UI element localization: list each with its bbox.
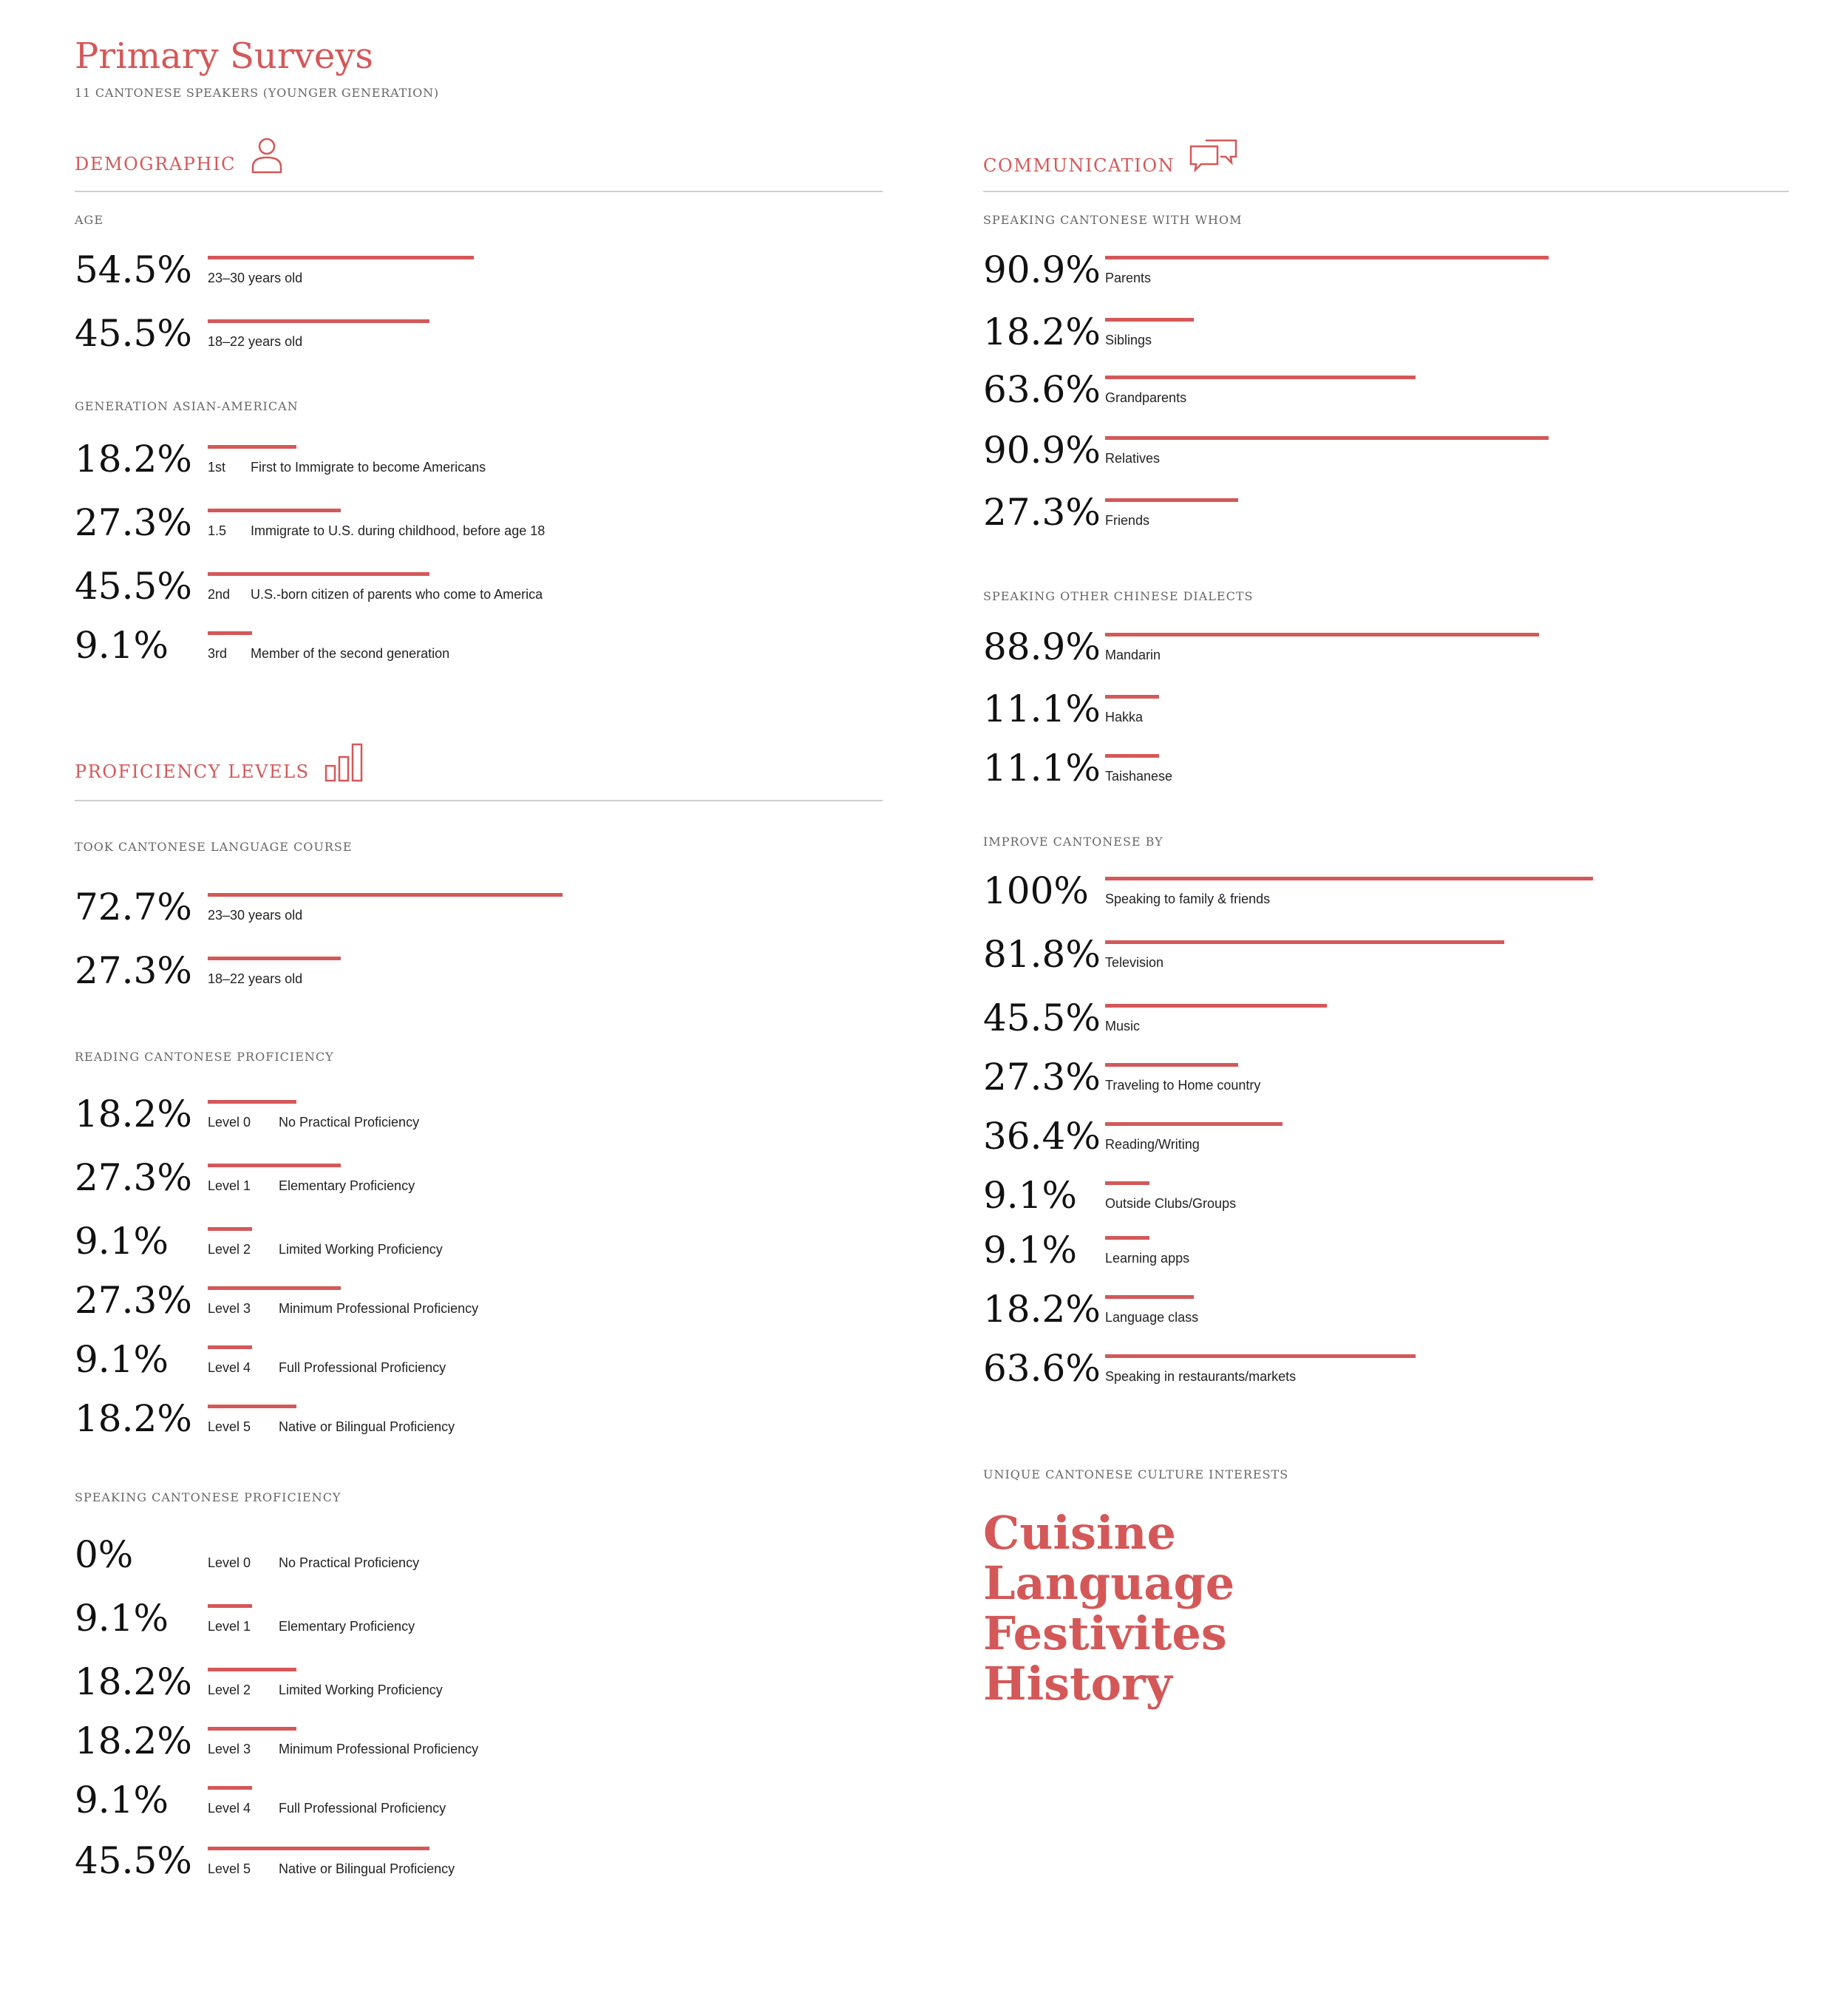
level-label: 2nd (208, 587, 231, 602)
percent-value: 90.9% (983, 248, 1101, 291)
level-label: Level 2 (208, 1683, 251, 1697)
bar (208, 1100, 296, 1104)
percent-value: 9.1% (75, 624, 169, 667)
interests-list (983, 1508, 1234, 1709)
bar (1105, 1236, 1149, 1240)
category-label: No Practical Proficiency (279, 1555, 420, 1570)
category-label: U.S.-born citizen of parents who come to America (251, 587, 543, 602)
category-label: Limited Working Proficiency (279, 1242, 443, 1257)
percent-value: 9.1% (75, 1220, 169, 1263)
level-label: 1.5 (208, 523, 227, 538)
percent-value: 27.3% (983, 491, 1101, 534)
percent-value: 9.1% (75, 1597, 169, 1640)
category-label: Limited Working Proficiency (279, 1683, 443, 1697)
bar (208, 1604, 252, 1608)
category-label: Hakka (1105, 710, 1144, 724)
category-label: 18–22 years old (208, 334, 303, 349)
bar (208, 1286, 341, 1290)
percent-value: 9.1% (983, 1174, 1078, 1217)
chart-title: IMPROVE CANTONESE BY (983, 835, 1164, 849)
bar (208, 1668, 296, 1671)
category-label: Outside Clubs/Groups (1105, 1196, 1237, 1211)
category-label: Speaking in restaurants/markets (1105, 1369, 1297, 1384)
communication-header (983, 137, 1238, 176)
bar (1105, 376, 1416, 379)
bar (208, 957, 341, 960)
percent-value: 27.3% (75, 1156, 192, 1199)
percent-value: 11.1% (983, 747, 1101, 790)
bar (1105, 940, 1504, 944)
percent-value: 90.9% (983, 429, 1101, 472)
demographic-title: DEMOGRAPHIC (75, 154, 237, 174)
proficiency-header (75, 742, 364, 782)
percent-value: 18.2% (75, 1660, 192, 1703)
percent-value: 88.9% (983, 625, 1101, 668)
percent-value: 63.6% (983, 368, 1101, 411)
level-label: Level 0 (208, 1115, 251, 1130)
chat-bubbles-icon (1189, 137, 1238, 176)
category-label: Member of the second generation (251, 646, 450, 661)
bar (1105, 436, 1549, 440)
percent-value: 0% (75, 1533, 134, 1576)
proficiency-title: PROFICIENCY LEVELS (75, 761, 310, 782)
category-label: Immigrate to U.S. during childhood, before age 18 (251, 523, 546, 538)
bar (208, 1847, 429, 1850)
category-label: 23–30 years old (208, 908, 303, 923)
category-label: Relatives (1105, 451, 1161, 466)
chart-title: READING CANTONESE PROFICIENCY (75, 1050, 334, 1064)
percent-value: 27.3% (75, 1279, 192, 1322)
proficiency-rule (75, 800, 883, 801)
level-label: Level 5 (208, 1419, 251, 1434)
bar (1105, 877, 1593, 880)
chart-title: GENERATION ASIAN-AMERICAN (75, 399, 299, 413)
bar (208, 256, 474, 259)
percent-value: 81.8% (983, 933, 1101, 976)
percent-value: 45.5% (75, 1839, 192, 1882)
bar (208, 319, 429, 323)
interest-item: Festivites (983, 1606, 1227, 1660)
category-label: Native or Bilingual Proficiency (279, 1861, 455, 1876)
interest-item: Language (983, 1556, 1235, 1610)
chart-title: TOOK CANTONESE LANGUAGE COURSE (75, 840, 353, 854)
bar-chart-icon (325, 742, 364, 782)
percent-value: 9.1% (75, 1338, 169, 1381)
level-label: Level 4 (208, 1360, 251, 1375)
bar (208, 1405, 296, 1408)
bar (1105, 256, 1549, 259)
communication-title: COMMUNICATION (983, 155, 1175, 176)
level-label: 3rd (208, 646, 228, 661)
category-label: Speaking to family & friends (1105, 892, 1271, 906)
category-label: Learning apps (1105, 1251, 1190, 1266)
category-label: Mandarin (1105, 648, 1161, 662)
category-label: Minimum Professional Proficiency (279, 1301, 479, 1316)
demographic-header (75, 137, 283, 174)
bar (1105, 1354, 1416, 1358)
percent-value: 18.2% (75, 1397, 192, 1440)
bar (208, 1227, 252, 1231)
percent-value: 18.2% (75, 1093, 192, 1135)
person-icon (251, 137, 283, 174)
percent-value: 11.1% (983, 687, 1101, 730)
percent-value: 18.2% (75, 438, 192, 481)
category-label: Music (1105, 1019, 1141, 1033)
bar (1105, 695, 1159, 699)
chart-title: SPEAKING CANTONESE WITH WHOM (983, 213, 1243, 227)
bar (208, 445, 296, 449)
percent-value: 27.3% (75, 501, 192, 544)
percent-value: 18.2% (983, 1288, 1101, 1331)
category-label: Television (1105, 955, 1164, 970)
percent-value: 18.2% (75, 1719, 192, 1762)
category-label: First to Immigrate to become Americans (251, 460, 486, 475)
level-label: Level 1 (208, 1178, 251, 1193)
bar (1105, 318, 1194, 322)
page-subtitle: 11 CANTONESE SPEAKERS (YOUNGER GENERATION) (75, 86, 439, 100)
percent-value: 9.1% (983, 1229, 1078, 1271)
percent-value: 45.5% (983, 996, 1101, 1039)
bar (208, 1164, 341, 1167)
percent-value: 72.7% (75, 886, 192, 928)
bar (1105, 754, 1159, 758)
bar (208, 1727, 296, 1731)
category-label: Minimum Professional Proficiency (279, 1742, 479, 1756)
bar (208, 572, 429, 576)
category-label: 18–22 years old (208, 971, 303, 986)
bar (1105, 1122, 1283, 1126)
percent-value: 54.5% (75, 248, 192, 291)
level-label: Level 3 (208, 1742, 251, 1756)
interest-item: Cuisine (983, 1506, 1176, 1560)
category-label: Language class (1105, 1310, 1199, 1325)
page-title: Primary Surveys (75, 35, 374, 77)
percent-value: 45.5% (75, 565, 192, 608)
category-label: Friends (1105, 513, 1150, 528)
bar (208, 631, 252, 635)
bar (208, 893, 563, 897)
category-label: Grandparents (1105, 390, 1187, 405)
category-label: Siblings (1105, 333, 1152, 347)
level-label: Level 0 (208, 1555, 251, 1570)
bar (208, 509, 341, 512)
category-label: Full Professional Proficiency (279, 1801, 446, 1816)
category-label: Full Professional Proficiency (279, 1360, 446, 1375)
level-label: Level 5 (208, 1861, 251, 1876)
chart-title: AGE (75, 213, 104, 227)
percent-value: 45.5% (75, 312, 192, 355)
category-label: Elementary Proficiency (279, 1178, 415, 1193)
category-label: Traveling to Home country (1105, 1078, 1261, 1093)
chart-title: SPEAKING CANTONESE PROFICIENCY (75, 1490, 342, 1504)
category-label: Elementary Proficiency (279, 1619, 415, 1634)
interests-label: UNIQUE CANTONESE CULTURE INTERESTS (983, 1467, 1289, 1481)
level-label: Level 1 (208, 1619, 251, 1634)
bar (208, 1345, 252, 1349)
category-label: Native or Bilingual Proficiency (279, 1419, 455, 1434)
level-label: Level 2 (208, 1242, 251, 1257)
bar (1105, 1295, 1194, 1299)
category-label: Taishanese (1105, 769, 1173, 784)
bar (208, 1786, 252, 1790)
category-label: Parents (1105, 271, 1152, 285)
level-label: Level 3 (208, 1301, 251, 1316)
percent-value: 27.3% (983, 1056, 1101, 1099)
chart-title: SPEAKING OTHER CHINESE DIALECTS (983, 589, 1254, 603)
percent-value: 100% (983, 869, 1089, 912)
percent-value: 36.4% (983, 1115, 1101, 1158)
bar (1105, 1063, 1238, 1067)
percent-value: 9.1% (75, 1779, 169, 1821)
bar (1105, 1004, 1327, 1008)
level-label: Level 4 (208, 1801, 251, 1816)
percent-value: 18.2% (983, 310, 1101, 353)
level-label: 1st (208, 460, 226, 475)
percent-value: 27.3% (75, 949, 192, 992)
bar (1105, 1181, 1149, 1185)
communication-rule (983, 191, 1789, 192)
category-label: 23–30 years old (208, 271, 303, 285)
interest-item: History (983, 1657, 1172, 1711)
category-label: Reading/Writing (1105, 1137, 1200, 1152)
bar (1105, 498, 1238, 502)
category-label: No Practical Proficiency (279, 1115, 420, 1130)
demographic-rule (75, 191, 883, 192)
percent-value: 63.6% (983, 1347, 1101, 1390)
bar (1105, 633, 1539, 636)
